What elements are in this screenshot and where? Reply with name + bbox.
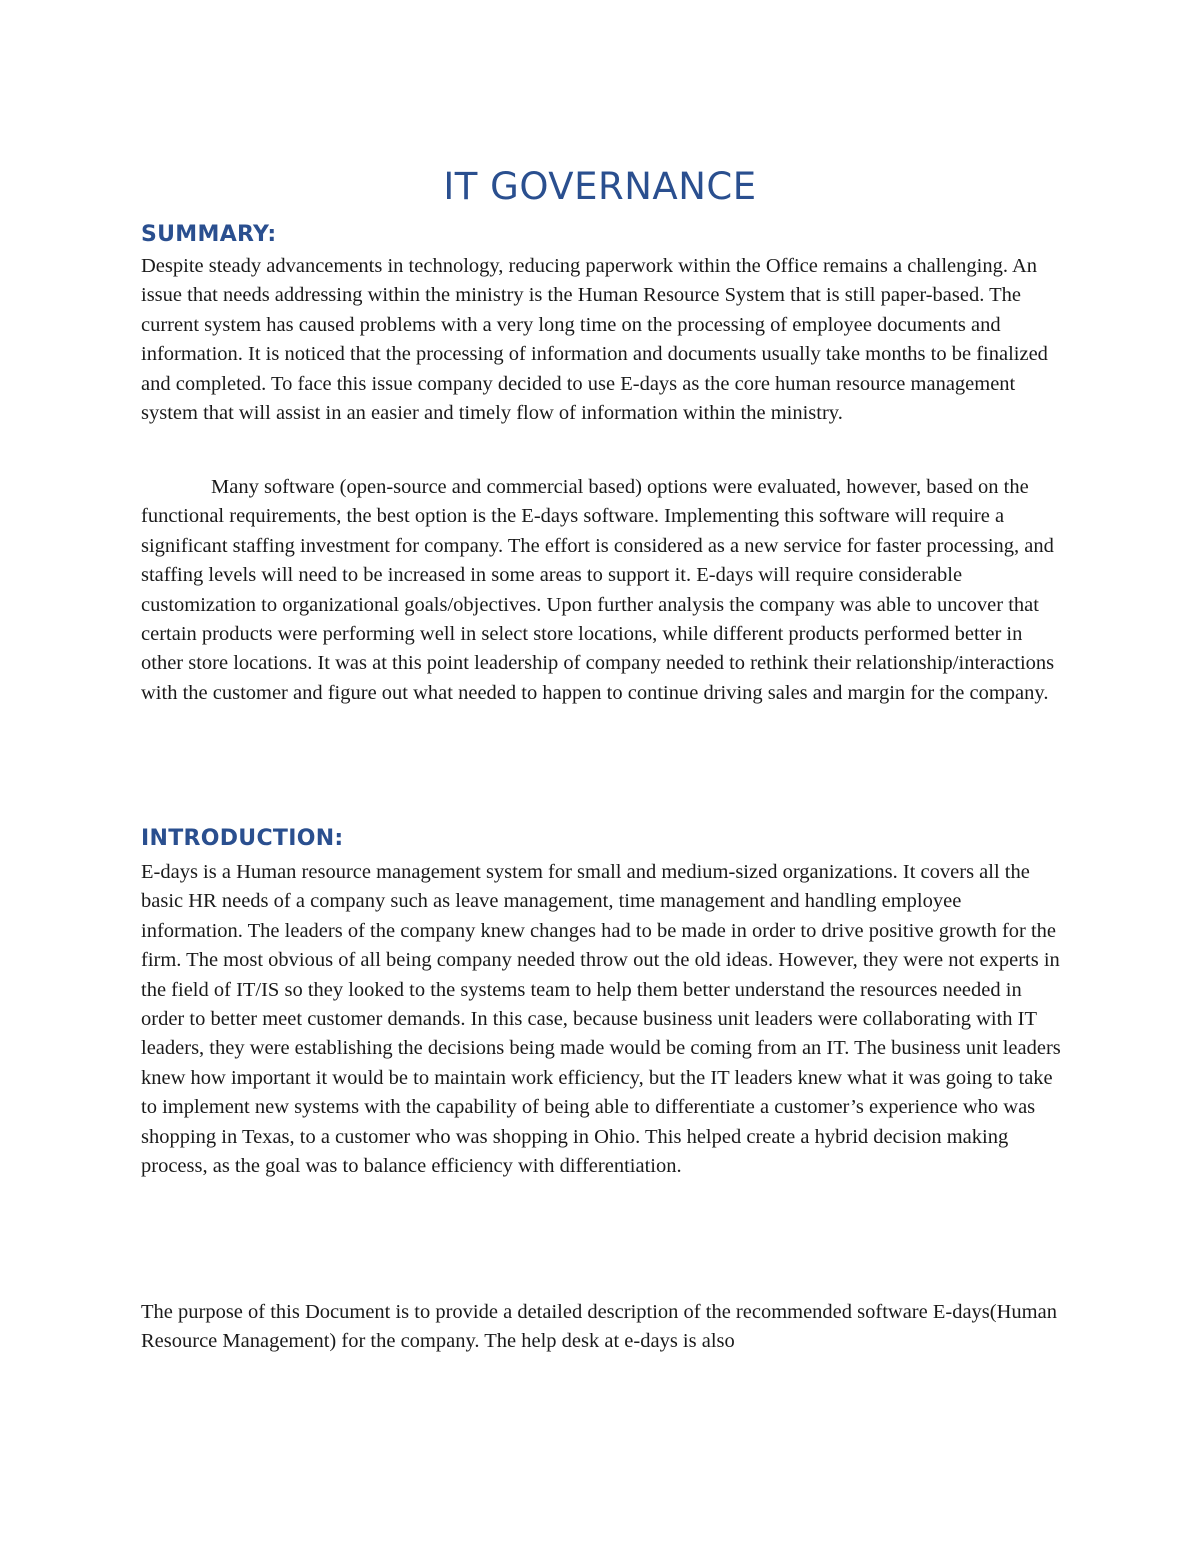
introduction-paragraph: E-days is a Human resource management system for small and medium-sized organizations. It covers all the basic HR needs of a company such as leave management, time management and handling employee information. The leaders of the company knew changes had to be made in order to drive positive growth for the firm. The most obvious of all being company needed throw out the old ideas. However, they were not experts in the field of IT/IS so they looked to the systems team to help them better understand the resources needed in order to better meet customer demands. In this case, because business unit leaders were collaborating with IT leaders, they were establishing the decisions being made would be coming from an IT. The business unit leaders knew how important it would be to maintain work efficiency, but the IT leaders knew what it was going to take to implement new systems with the capability of being able to differentiate a customer’s experience who was shopping in Texas, to a customer who was shopping in Ohio. This helped create a hybrid decision making process, as the goal was to balance efficiency with differentiation.: [141, 861, 1061, 1178]
summary-paragraph: Many software (open-source and commercial based) options were evaluated, however, based on the functional requirements, the best option is the E-days software. Implementing this software will require a significant staffing investment for company. The effort is considered as a new service for faster processing, and staffing levels will need to be increased in some areas to support it. E-days will require considerable customization to organizational goals/objectives. Upon further analysis the company was able to uncover that certain products were performing well in select store locations, while different products performed better in other store locations. It was at this point leadership of company needed to rethink their relationship/interactions with the customer and figure out what needed to happen to continue driving sales and margin for the company.: [141, 476, 1055, 704]
introduction-heading: INTRODUCTION:: [141, 826, 344, 851]
summary-paragraph: Despite steady advancements in technology, reducing paperwork within the Office remains a challenging. An issue that needs addressing within the ministry is the Human Resource System that is still paper-based. The current system has caused problems with a very long time on the processing of employee documents and information. It is noticed that the processing of information and documents usually take months to be finalized and completed. To face this issue company decided to use E-days as the core human resource management system that will assist in an easier and timely flow of information within the ministry.: [141, 255, 1048, 425]
introduction-paragraph: The purpose of this Document is to provide a detailed description of the recommended software E-days(Human Resource Management) for the company. The help desk at e-days is also: [141, 1301, 1057, 1353]
document-title: IT GOVERNANCE: [443, 165, 757, 208]
summary-heading: SUMMARY:: [141, 222, 277, 247]
